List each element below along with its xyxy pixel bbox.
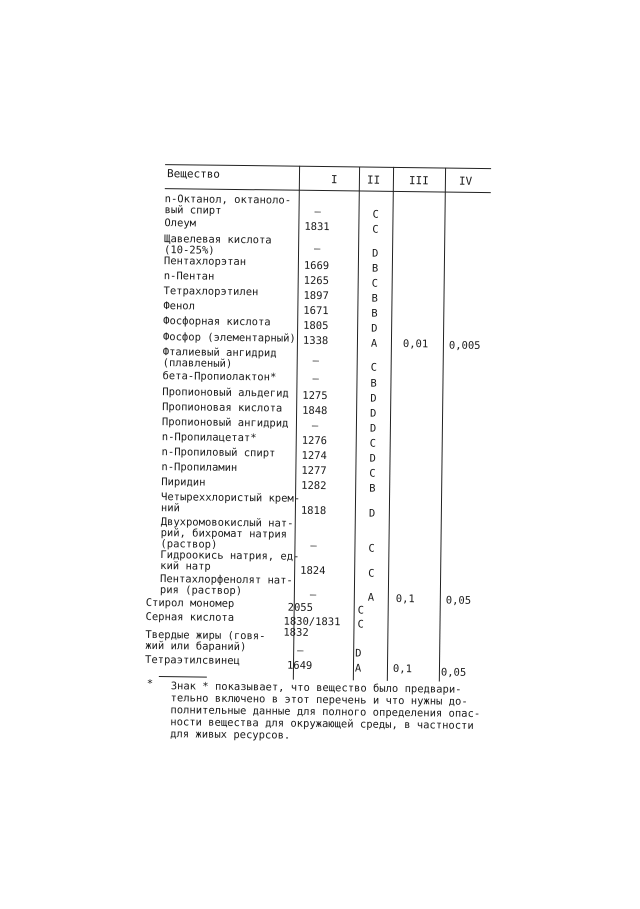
- row-name: Тетрахлорэтилен: [163, 285, 259, 299]
- row-value-iv: 0,05: [445, 594, 472, 607]
- row-category: C: [372, 208, 379, 221]
- row-category: D: [371, 247, 379, 260]
- row-un-number: 1897: [303, 289, 329, 303]
- row-un-number: –: [297, 644, 304, 657]
- row-name: Фенол: [163, 300, 196, 313]
- row-name: Пропионовый альдегид: [162, 386, 289, 400]
- row-category: C: [368, 542, 375, 555]
- row-un-number: 1649: [286, 659, 313, 672]
- row-name: Тетраэтилсвинец: [144, 653, 240, 668]
- row-category: D: [370, 392, 377, 405]
- row-category: D: [368, 507, 376, 520]
- row-category: D: [369, 452, 376, 465]
- row-name: Фталиевый ангидрид (плавленый): [162, 346, 277, 370]
- row-category: B: [371, 307, 378, 320]
- row-un-number: 1824: [300, 564, 326, 578]
- row-category: C: [370, 361, 378, 374]
- row-category: B: [371, 292, 378, 305]
- row-category: C: [369, 437, 377, 450]
- row-category: D: [371, 322, 378, 335]
- row-value-iv: 0,05: [440, 666, 467, 679]
- row-un-number: 1274: [301, 449, 327, 463]
- row-category: C: [369, 467, 376, 480]
- footnote-rule: [159, 676, 207, 678]
- row-un-number: –: [312, 354, 320, 367]
- row-category: D: [355, 647, 362, 660]
- row-name: n-Октанол, октаноло- вый спирт: [164, 193, 292, 217]
- row-un-number: 1671: [303, 304, 329, 318]
- header-col-i: I: [330, 173, 338, 187]
- row-category: C: [371, 277, 379, 290]
- row-name: Пропионовая кислота: [162, 401, 283, 415]
- row-un-number: 2055: [287, 601, 314, 614]
- row-un-number: 1282: [301, 479, 327, 493]
- row-name: Фосфор (элементарный): [162, 331, 296, 345]
- row-value-iii: 0,1: [395, 592, 415, 606]
- row-value-iv: 0,005: [448, 339, 481, 352]
- row-value-iii: 0,01: [402, 338, 429, 351]
- row-un-number: –: [311, 419, 319, 432]
- row-value-iii: 0,1: [392, 662, 413, 676]
- row-name: Гидроокись натрия, ед- кий натр: [160, 549, 300, 573]
- row-category: D: [369, 422, 377, 435]
- row-un-number: 1338: [302, 334, 329, 348]
- row-name: n-Пропиловый спирт: [161, 446, 276, 460]
- row-category: A: [367, 591, 375, 604]
- row-category: A: [370, 337, 378, 350]
- row-un-number: 1277: [301, 464, 327, 478]
- row-un-number: –: [314, 205, 321, 218]
- row-un-number: 1830/1831 1832: [283, 615, 341, 639]
- row-un-number: 1805: [303, 319, 329, 333]
- column-divider-2: [353, 166, 360, 680]
- row-name: Двухромовокислый нат- рий, бихромат натрия (раствор): [160, 516, 294, 551]
- row-name: Четыреххлористый крем- ний: [160, 491, 301, 515]
- row-category: B: [371, 262, 379, 275]
- row-category: C: [368, 567, 375, 580]
- row-un-number: 1818: [300, 504, 327, 518]
- row-un-number: 1848: [302, 404, 328, 418]
- row-name: Пиридин: [161, 476, 206, 489]
- row-un-number: –: [309, 588, 317, 601]
- row-name: Пропионовый ангидрид: [161, 416, 289, 430]
- footnote-mark: *: [146, 677, 154, 690]
- column-divider-3: [387, 167, 394, 681]
- header-col-ii: II: [366, 173, 381, 187]
- row-category: C: [357, 604, 365, 617]
- row-un-number: –: [312, 372, 319, 385]
- row-name: n-Пропилацетат*: [161, 431, 257, 445]
- row-un-number: 1275: [302, 389, 328, 403]
- row-un-number: –: [310, 539, 317, 552]
- header-substance: Вещество: [166, 167, 221, 181]
- header-col-iii: III: [408, 174, 429, 188]
- row-name: Олеум: [164, 217, 197, 230]
- header-col-iv: IV: [458, 174, 473, 188]
- row-un-number: –: [314, 242, 321, 255]
- row-name: бета-Пропиолактон*: [162, 370, 277, 384]
- row-name: Серная кислота: [145, 610, 235, 624]
- row-name: Щавелевая кислота (10-25%): [163, 233, 272, 257]
- row-un-number: 1265: [303, 274, 330, 288]
- row-category: B: [370, 377, 377, 390]
- row-name: n-Пентан: [163, 270, 215, 283]
- row-category: C: [372, 223, 379, 236]
- row-name: Пентахлорэтан: [163, 255, 247, 269]
- footnote-text: Знак * показывает, что вещество было предвари- тельно включено в этот перечень и что нужны до- полнительные данные для полного определения опас- ности вещества для окружающей среды, в частности для живых ресурсов.: [170, 680, 481, 742]
- row-name: Пентахлорфенолят нат- рия (раствор): [159, 573, 293, 598]
- row-category: C: [357, 618, 364, 631]
- table-header-rule: [165, 188, 491, 193]
- row-category: A: [354, 662, 362, 675]
- row-category: B: [369, 482, 376, 495]
- row-category: D: [370, 407, 377, 420]
- row-un-number: 1831: [304, 220, 330, 234]
- row-name: n-Пропиламин: [161, 461, 238, 474]
- row-name: Стирол мономер: [145, 596, 235, 610]
- row-un-number: 1669: [303, 259, 330, 273]
- row-name: Твердые жиры (говя- жий или бараний): [145, 628, 266, 654]
- row-name: Фосфорная кислота: [163, 315, 271, 329]
- row-un-number: 1276: [301, 434, 328, 448]
